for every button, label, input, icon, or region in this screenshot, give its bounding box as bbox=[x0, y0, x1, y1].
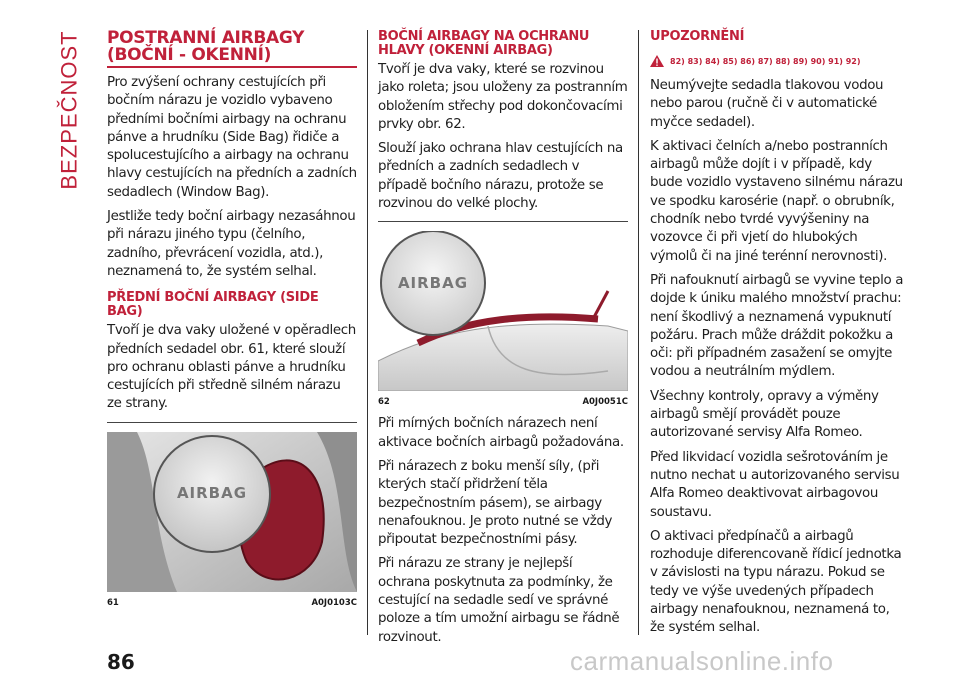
col2-paragraph-2: Slouží jako ochrana hlav cestujících na předních a zadních sedadlech v případě bočního nárazu, protože se rozvinou do velké plochy. bbox=[378, 141, 623, 212]
figure-62-image bbox=[378, 231, 628, 391]
col3-paragraph-1: Neumývejte sedadla tlakovou vodou nebo parou (ručně či v automatické myčce sedadel). bbox=[650, 78, 884, 130]
col3-paragraph-6: O aktivaci předpínačů a airbagů rozhoduje diferencovaně řídicí jednotka v závislosti na typu nárazu. Pokud se tedy ve výše uvedených případech airbagy nenafouknou, neznamená to, že systém selhal. bbox=[650, 528, 902, 636]
column-divider-1 bbox=[367, 30, 368, 635]
col2-paragraph-5: Při nárazu ze strany je nejlepší ochrana poskytnuta za podmínky, že cestující na sedadle sedí ve správné poloze a tím umožní airbagu se řádně rozvinout. bbox=[378, 556, 620, 645]
col3-paragraph-4: Všechny kontroly, opravy a výměny airbagů smějí provádět pouze autorizované servisy Alfa Romeo. bbox=[650, 388, 879, 441]
col2-paragraph-4: Při nárazech z boku menší síly, (při kterých stačí přidržení těla bezpečnostním pásem), se airbagy nenafouknou. Je proto nutné se vždy připoutat bezpečnostními pásy. bbox=[378, 458, 613, 548]
figure-61-image bbox=[107, 432, 357, 592]
col2-paragraph-3: Při mírných bočních nárazech není aktivace bočních airbagů požadována. bbox=[378, 416, 624, 450]
figure-62-number: 62 bbox=[378, 397, 390, 408]
page-number: 86 bbox=[107, 650, 135, 674]
figure-62-caption bbox=[378, 397, 628, 407]
figure-62-code: A0J0051C bbox=[582, 397, 628, 408]
warning-references bbox=[650, 52, 905, 71]
col3-paragraph-2: K aktivaci čelních a/nebo postranních airbagů může dojít i v případě, kdy bude vozidlo vystaveno silnému nárazu ve spodku karosérie (např. o obrubník, chodník nebo tvrdé vyvýšeniny na vozovce či při vjetí do hlubokých výmolů či na jiné terénní nerovnosti). bbox=[650, 138, 903, 264]
figure-61-airbag-label: AIRBAG bbox=[176, 483, 248, 502]
warning-triangle-icon bbox=[650, 52, 664, 71]
section-side-label-text: BEZPEČNOST bbox=[57, 30, 83, 190]
figure-62-airbag-label: AIRBAG bbox=[397, 274, 469, 293]
column-divider-2 bbox=[638, 30, 639, 635]
column-2 bbox=[378, 30, 628, 653]
seat-airbag-illustration bbox=[107, 432, 357, 592]
col3-paragraph-5: Před likvidací vozidla sešrotováním je nutno nechat u autorizovaného servisu Alfa Romeo deaktivovat airbagovou soustavu. bbox=[650, 449, 900, 520]
window-airbag-illustration bbox=[378, 231, 628, 391]
col3-paragraph-3: Při nafouknutí airbagů se vyvine teplo a dojde k úniku malého množství prachu: není škodlivý a neznamená vypuknutí požáru. Prach může dráždit pokožku a oči: při případném zasažení se omyjte vodou a neutrálním mýdlem. bbox=[650, 272, 904, 380]
col1-paragraph-3: Tvoří je dva vaky uložené v opěradlech předních sedadel obr. 61, které slouží pro ochranu oblasti pánve a hrudníku cestujících při středně silném nárazu ze strany. bbox=[107, 323, 356, 412]
figure-61-number: 61 bbox=[107, 597, 119, 608]
figure-61 bbox=[107, 422, 357, 608]
watermark: carmanualsonline.info bbox=[570, 646, 834, 676]
heading-window-airbags: BOČNÍ AIRBAGY NA OCHRANU HLAVY (OKENNÍ AIRBAG) bbox=[378, 29, 590, 58]
col2-paragraph-1: Tvoří je dva vaky, které se rozvinou jako roleta; jsou uloženy za postranním obložením střechy pod dokončovacími prvky obr. 62. bbox=[378, 62, 628, 132]
figure-61-caption bbox=[107, 598, 357, 608]
figure-61-code: A0J0103C bbox=[311, 597, 357, 608]
heading-warning: UPOZORNĚNÍ bbox=[650, 29, 745, 44]
column-3 bbox=[650, 30, 905, 644]
col1-paragraph-2: Jestliže tedy boční airbagy nezasáhnou při nárazu jiného typu (čelního, zadního, převrácení vozidla, atd.), neznamená to, že systém selhal. bbox=[107, 209, 356, 279]
section-side-label bbox=[55, 30, 85, 190]
warning-reference-numbers: 82) 83) 84) 85) 86) 87) 88) 89) 90) 91) 92) bbox=[670, 57, 861, 66]
column-1 bbox=[107, 30, 357, 608]
subheading-side-bag: PŘEDNÍ BOČNÍ AIRBAGY (SIDE BAG) bbox=[107, 290, 319, 320]
col1-paragraph-1: Pro zvýšení ochrany cestujících při bočním nárazu je vozidlo vybaveno předními bočními airbagy na ochranu pánve a hrudníku (Side Bag) řidiče a spolucestujícího a airbagy na ochranu hlavy cestujících na předních a zadních sedadlech (Window Bag). bbox=[107, 75, 357, 200]
figure-62 bbox=[378, 221, 628, 407]
heading-side-airbags: POSTRANNÍ AIRBAGY (BOČNÍ - OKENNÍ) bbox=[107, 30, 357, 68]
